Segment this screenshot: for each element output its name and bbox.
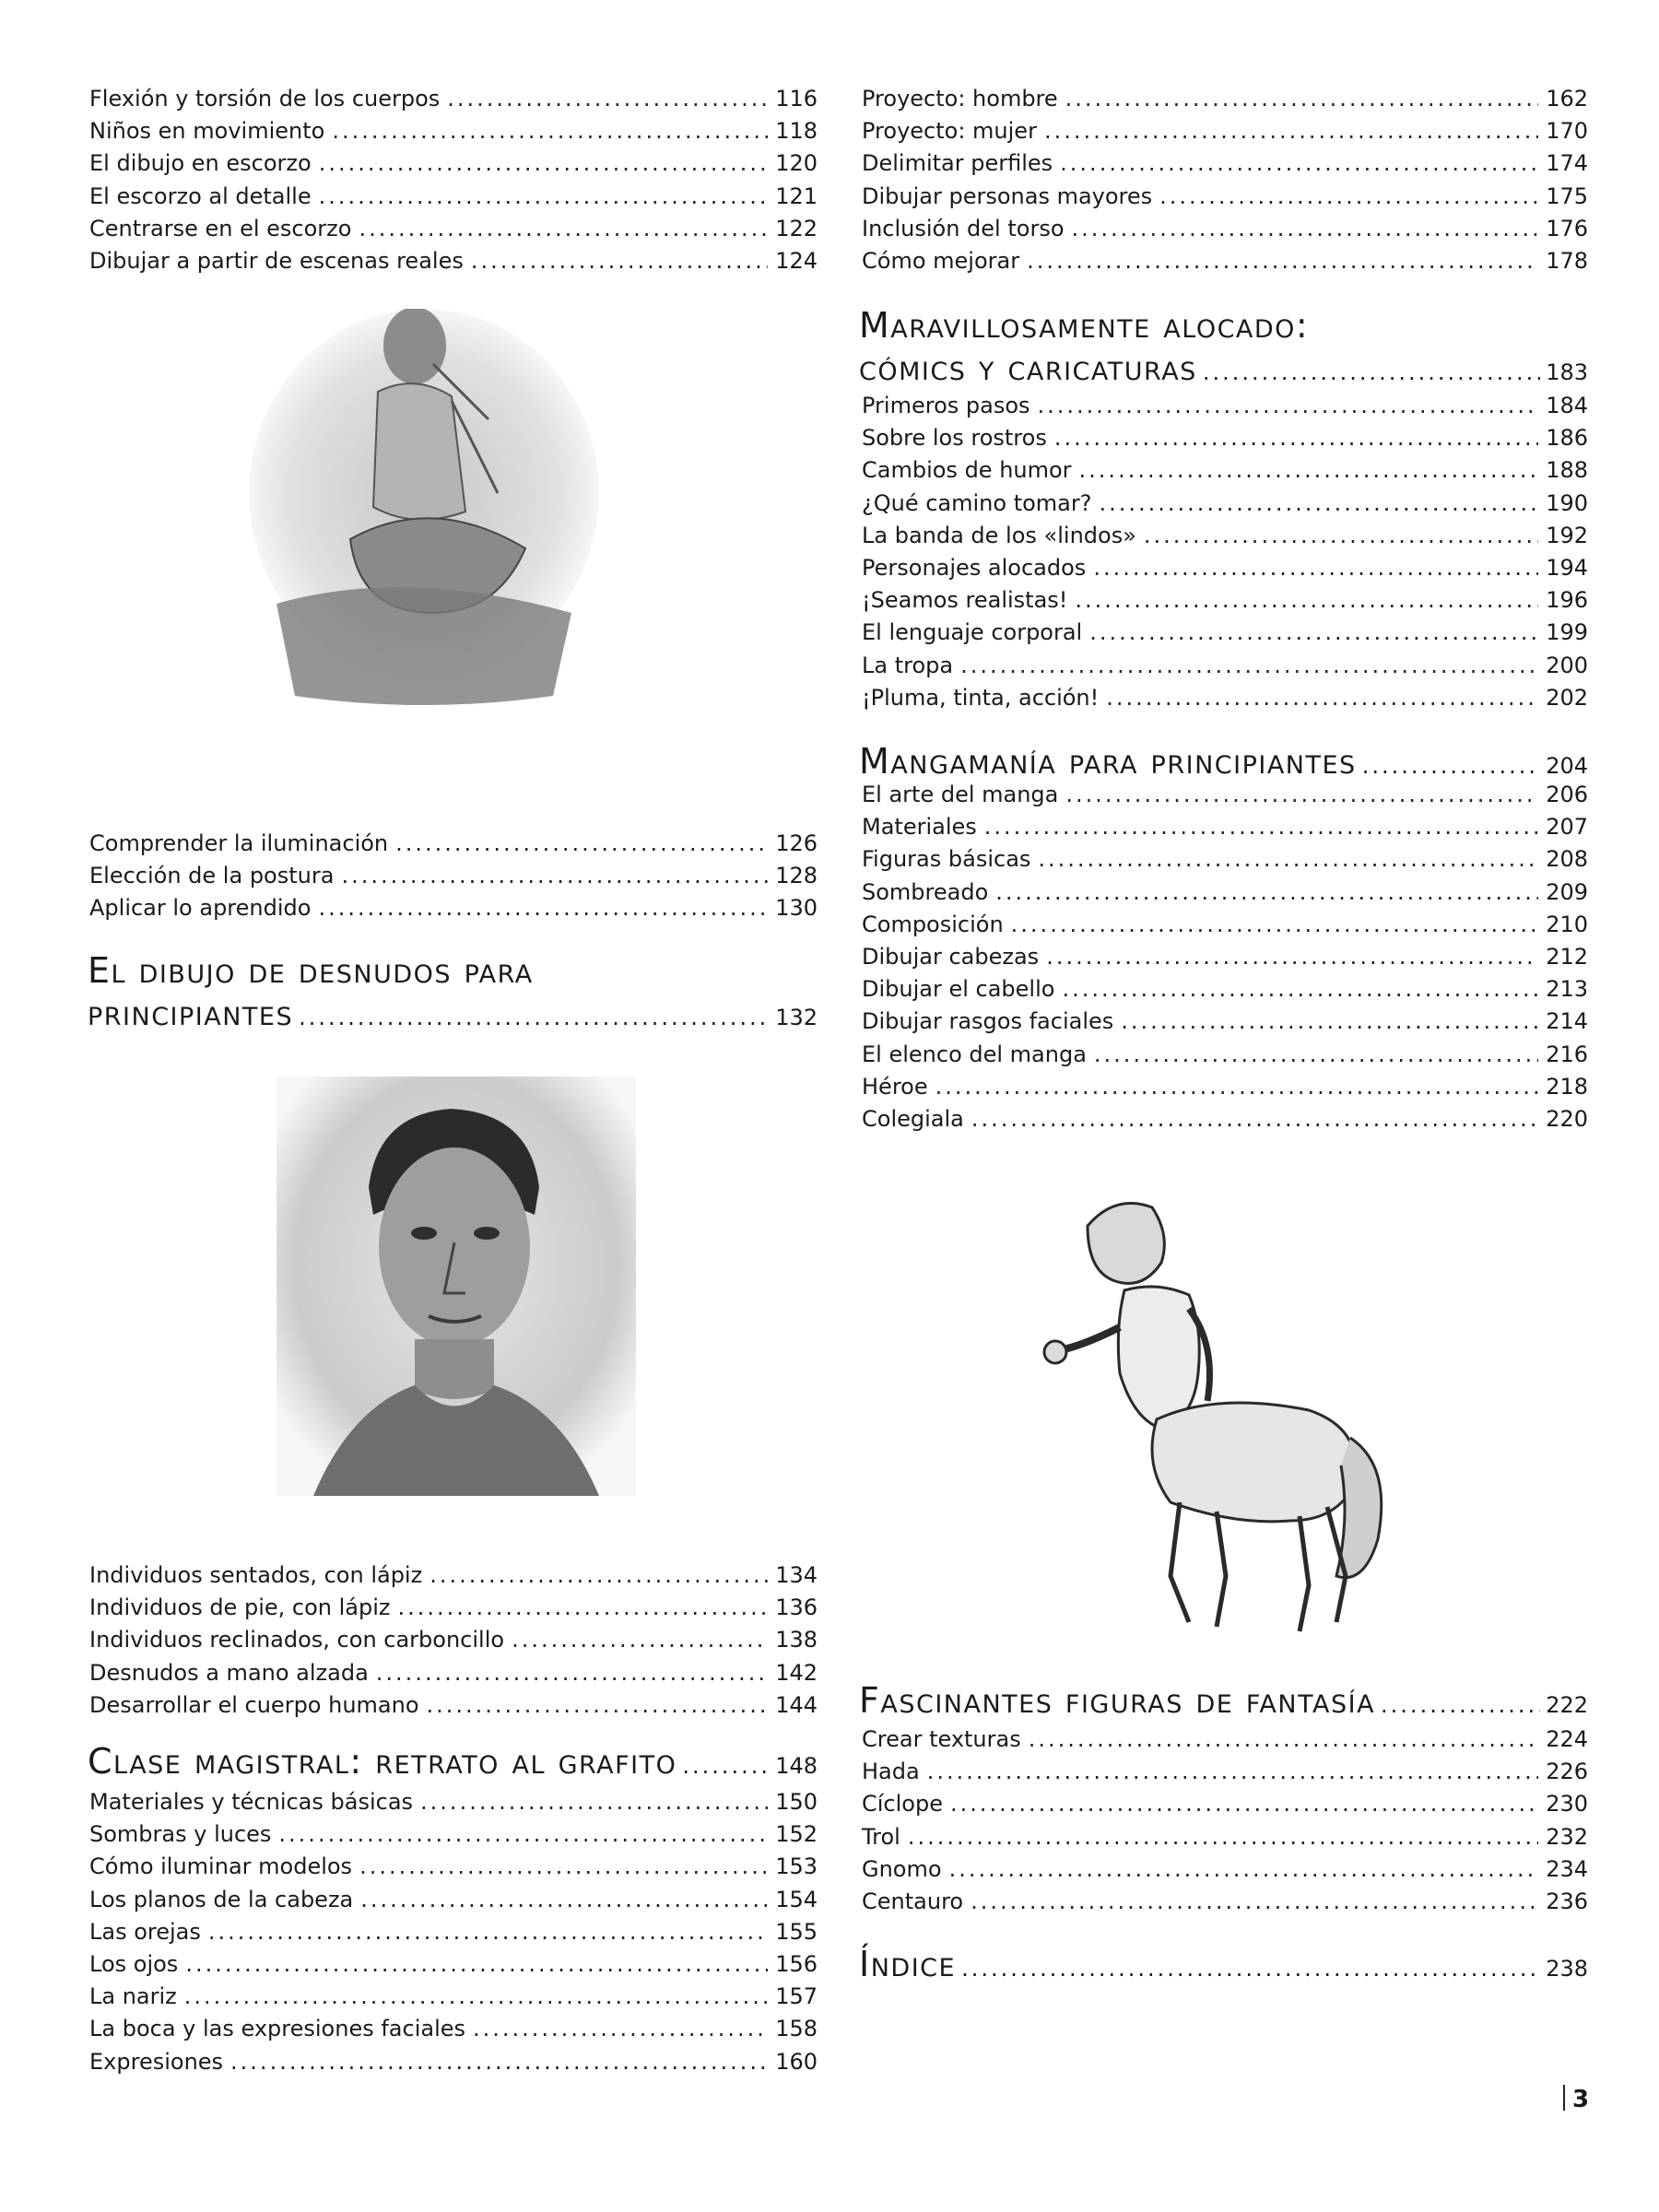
toc-entry[interactable] <box>89 2046 818 2078</box>
page-number: 190 <box>1546 489 1588 516</box>
dot-leader <box>1029 1724 1538 1756</box>
dot-leader <box>278 1818 768 1851</box>
section-heading-title: Clase magistral: retrato al grafito <box>88 1741 677 1782</box>
section-heading-index <box>859 1943 1588 1990</box>
toc-entry-title: Trol <box>862 1823 900 1850</box>
toc-entry-title: Dibujar el cabello <box>862 976 1055 1003</box>
dot-leader <box>961 1947 1540 1990</box>
dot-leader <box>397 1592 768 1624</box>
page-number: 216 <box>1546 1041 1588 1067</box>
page-number: 196 <box>1546 587 1588 614</box>
toc-entry-title: Cómo iluminar modelos <box>89 1853 353 1880</box>
page-number: 130 <box>775 895 818 922</box>
dot-leader <box>927 1756 1538 1788</box>
page-number: 158 <box>775 2016 818 2042</box>
left-group-1 <box>89 83 818 277</box>
dot-leader <box>1100 488 1539 520</box>
toc-entry-title: Sombras y luces <box>89 1821 272 1848</box>
male-portrait-icon <box>276 1077 636 1496</box>
toc-entry[interactable] <box>89 1592 818 1624</box>
dot-leader <box>230 2046 768 2078</box>
page-number: 148 <box>775 1753 818 1779</box>
page-number: 199 <box>1546 619 1588 646</box>
page-number: 234 <box>1546 1855 1588 1882</box>
page-number: 178 <box>1546 247 1588 274</box>
dot-leader <box>1038 843 1538 876</box>
page-number: 232 <box>1546 1823 1588 1850</box>
dot-leader <box>1046 941 1538 973</box>
dot-leader <box>359 1851 768 1883</box>
toc-entry[interactable] <box>862 843 1588 876</box>
toc-entry-title: El arte del manga <box>862 782 1059 807</box>
toc-entry[interactable] <box>862 973 1588 1006</box>
toc-entry-title: Sombreado <box>862 878 989 905</box>
page-number: 184 <box>1546 393 1588 418</box>
toc-entry-title: Los ojos <box>89 1950 179 1977</box>
page-number: 210 <box>1546 911 1588 937</box>
page-number: 154 <box>775 1886 818 1912</box>
toc-entry-title: Hada <box>862 1759 920 1785</box>
page-number: 153 <box>775 1853 818 1880</box>
toc-entry-title: Dibujar personas mayores <box>862 182 1153 209</box>
toc-entry[interactable] <box>862 584 1588 617</box>
page-number: 170 <box>1546 118 1588 145</box>
toc-entry[interactable] <box>89 1657 818 1689</box>
toc-entry[interactable] <box>89 147 818 180</box>
toc-entry-title: Materiales <box>862 814 977 841</box>
dot-leader <box>971 1886 1538 1918</box>
toc-entry-title: Desnudos a mano alzada <box>89 1659 369 1686</box>
page-number: 208 <box>1546 846 1588 873</box>
toc-entry[interactable] <box>862 1821 1588 1853</box>
page-number: 200 <box>1546 652 1588 678</box>
toc-entry[interactable] <box>89 860 818 892</box>
toc-entry-title: La banda de los «lindos» <box>862 522 1136 548</box>
page-number: 209 <box>1546 878 1588 905</box>
toc-entry[interactable] <box>862 552 1588 584</box>
centaur-illustration-icon <box>1032 1189 1401 1650</box>
toc-entry-title: Composición <box>862 911 1004 937</box>
toc-entry[interactable] <box>862 83 1588 115</box>
page-number: 126 <box>775 830 818 856</box>
toc-entry[interactable] <box>862 422 1588 454</box>
dot-leader <box>318 892 768 924</box>
page-number: 160 <box>775 2048 818 2075</box>
page-number: 188 <box>1546 457 1588 484</box>
dot-leader <box>359 213 768 245</box>
right-group-1 <box>862 83 1588 277</box>
toc-entry[interactable] <box>862 1724 1588 1756</box>
dot-leader <box>376 1657 768 1689</box>
section-heading-title: Fascinantes figuras de fantasía <box>859 1680 1376 1721</box>
page-number: 194 <box>1546 554 1588 581</box>
toc-entry-title: Los planos de la cabeza <box>89 1886 354 1912</box>
toc-entry-title: Dibujar a partir de escenas reales <box>89 247 464 274</box>
page-number: 118 <box>775 118 818 145</box>
dot-leader <box>184 1981 768 2013</box>
dot-leader <box>1089 617 1538 649</box>
dot-leader <box>949 1853 1538 1886</box>
section-heading-line1: El dibujo de desnudos para <box>88 950 534 991</box>
toc-entry-title: Dibujar cabezas <box>862 943 1040 970</box>
toc-entry[interactable] <box>89 1948 818 1981</box>
dot-leader <box>427 1689 768 1722</box>
dot-leader <box>1079 454 1538 487</box>
page-number: 175 <box>1546 182 1588 209</box>
page-number: 142 <box>775 1659 818 1686</box>
dot-leader <box>1106 682 1538 714</box>
toc-entry-title: Niños en movimiento <box>89 118 325 145</box>
dot-leader <box>208 1916 768 1948</box>
toc-entry[interactable] <box>862 1788 1588 1820</box>
page-number: 176 <box>1546 215 1588 241</box>
toc-entry[interactable] <box>862 1071 1588 1103</box>
dot-leader <box>319 147 768 180</box>
dot-leader <box>950 1788 1538 1820</box>
toc-entry-title: Dibujar rasgos faciales <box>862 1008 1114 1035</box>
toc-entry[interactable] <box>89 245 818 277</box>
toc-entry-title: Las orejas <box>89 1918 201 1945</box>
page-number: 186 <box>1546 425 1588 452</box>
toc-entry-title: El dibujo en escorzo <box>89 150 312 177</box>
page-folio <box>1563 2085 1589 2113</box>
toc-entry[interactable] <box>862 682 1588 714</box>
left-group-3 <box>89 1559 818 1722</box>
dot-leader <box>1011 909 1538 941</box>
section-heading-comics <box>859 304 1588 394</box>
page-number: 116 <box>775 86 818 112</box>
dot-leader <box>341 860 768 892</box>
page-number: 134 <box>775 1562 818 1588</box>
page-number: 238 <box>1546 1956 1588 1982</box>
toc-entry-title: Inclusión del torso <box>862 215 1065 241</box>
dot-leader <box>1054 422 1538 454</box>
page-number: 152 <box>775 1821 818 1848</box>
page-number: 155 <box>775 1918 818 1945</box>
page-number: 226 <box>1546 1759 1588 1785</box>
section-heading-line2: cómics y caricaturas <box>859 347 1197 388</box>
toc-entry[interactable] <box>862 488 1588 520</box>
toc-entry-title: Héroe <box>862 1073 928 1100</box>
toc-entry-title: La boca y las expresiones faciales <box>89 2016 466 2042</box>
page-number: 212 <box>1546 943 1588 970</box>
dot-leader <box>512 1624 768 1656</box>
dot-leader <box>1144 520 1538 552</box>
page-number: 236 <box>1546 1888 1588 1914</box>
dot-leader <box>1044 115 1538 147</box>
dot-leader <box>360 1884 768 1916</box>
toc-entry[interactable] <box>89 1851 818 1883</box>
toc-entry-title: Gnomo <box>862 1855 942 1882</box>
page-number: 144 <box>775 1691 818 1718</box>
page-number: 220 <box>1546 1105 1588 1132</box>
toc-entry[interactable] <box>862 1886 1588 1918</box>
dot-leader <box>1094 1039 1538 1071</box>
dot-leader <box>185 1948 768 1981</box>
dot-leader <box>1065 83 1538 115</box>
toc-entry-title: Personajes alocados <box>862 554 1087 581</box>
toc-entry-title: Centrarse en el escorzo <box>89 215 352 241</box>
dot-leader <box>1027 245 1538 277</box>
dot-leader <box>935 1071 1538 1103</box>
toc-entry-title: Cíclope <box>862 1791 943 1818</box>
page-number: 207 <box>1546 814 1588 841</box>
toc-entry-title: Individuos sentados, con lápiz <box>89 1562 423 1588</box>
dot-leader <box>420 1786 768 1818</box>
page-number: 224 <box>1546 1726 1588 1752</box>
dot-leader <box>473 2013 768 2045</box>
toc-entry-title: Aplicar lo aprendido <box>89 895 312 922</box>
toc-entry[interactable] <box>862 1756 1588 1788</box>
dot-leader <box>447 83 768 115</box>
page-number: 157 <box>775 1983 818 2010</box>
section-heading-nude <box>88 949 818 1039</box>
dot-leader <box>1062 973 1538 1006</box>
page-number: 222 <box>1546 1692 1588 1718</box>
section-heading-line1: Maravillosamente alocado: <box>859 305 1310 346</box>
toc-entry-title: Materiales y técnicas básicas <box>89 1789 414 1815</box>
toc-entry-title: ¡Seamos realistas! <box>862 587 1068 614</box>
toc-entry-title: Expresiones <box>89 2048 224 2075</box>
toc-entry[interactable] <box>89 213 818 245</box>
toc-entry-title: El escorzo al detalle <box>89 182 312 209</box>
section-heading-line2: principiantes <box>88 993 294 1033</box>
dot-leader <box>1065 779 1538 811</box>
toc-entry-title: Proyecto: mujer <box>862 118 1037 145</box>
toc-entry[interactable] <box>89 1559 818 1592</box>
section-heading-master <box>88 1740 818 1787</box>
dot-leader <box>1093 552 1538 584</box>
dot-leader <box>682 1745 770 1787</box>
dot-leader <box>1060 147 1538 180</box>
dot-leader <box>1038 390 1538 422</box>
toc-entry[interactable] <box>862 877 1588 909</box>
toc-entry-title: Desarrollar el cuerpo humano <box>89 1691 419 1718</box>
page-number: 150 <box>775 1789 818 1815</box>
toc-entry-title: El elenco del manga <box>862 1041 1087 1067</box>
toc-entry[interactable] <box>89 1689 818 1722</box>
toc-entry[interactable] <box>862 941 1588 973</box>
toc-entry[interactable] <box>89 181 818 213</box>
dot-leader <box>319 181 768 213</box>
section-heading-fantasy <box>859 1679 1588 1726</box>
right-group-3 <box>862 779 1588 1135</box>
dot-leader <box>995 877 1538 909</box>
toc-entry-title: Sobre los rostros <box>862 425 1047 452</box>
page-number: 174 <box>1546 150 1588 177</box>
page-number: 202 <box>1546 684 1588 711</box>
toc-entry-title: Individuos reclinados, con carboncillo <box>89 1627 505 1653</box>
toc-entry[interactable] <box>862 147 1588 180</box>
toc-entry[interactable] <box>89 2013 818 2045</box>
right-group-2 <box>862 390 1588 714</box>
folio-separator <box>1563 2085 1565 2111</box>
toc-entry-title: Comprender la iluminación <box>89 830 389 856</box>
dot-leader <box>1075 584 1538 617</box>
toc-entry[interactable] <box>862 1103 1588 1135</box>
toc-entry-title: ¿Qué camino tomar? <box>862 489 1092 516</box>
page-number: 206 <box>1546 782 1588 807</box>
seated-woman-sketch-icon <box>221 309 664 714</box>
toc-entry[interactable] <box>89 83 818 115</box>
toc-entry-title: ¡Pluma, tinta, acción! <box>862 684 1100 711</box>
right-group-4 <box>862 1724 1588 1918</box>
toc-entry[interactable] <box>862 909 1588 941</box>
toc-entry[interactable] <box>89 1624 818 1656</box>
section-heading-title: Mangamanía para principiantes <box>859 741 1357 782</box>
toc-entry[interactable] <box>862 213 1588 245</box>
toc-entry[interactable] <box>862 115 1588 147</box>
page-number: 213 <box>1546 976 1588 1003</box>
page-number: 162 <box>1546 86 1588 112</box>
toc-entry[interactable] <box>89 892 818 924</box>
page-number: 218 <box>1546 1073 1588 1100</box>
folio-number: 3 <box>1572 2086 1590 2113</box>
toc-entry[interactable] <box>862 650 1588 682</box>
dot-leader <box>429 1559 768 1592</box>
left-group-2 <box>89 828 818 925</box>
toc-entry-title: Proyecto: hombre <box>862 86 1058 112</box>
toc-entry-title: La tropa <box>862 652 954 678</box>
toc-entry[interactable] <box>89 1981 818 2013</box>
dot-leader <box>299 996 770 1039</box>
toc-entry[interactable] <box>89 1884 818 1916</box>
toc-entry[interactable] <box>89 828 818 860</box>
dot-leader <box>1121 1006 1538 1038</box>
toc-entry[interactable] <box>89 1916 818 1948</box>
toc-entry-title: Individuos de pie, con lápiz <box>89 1594 391 1621</box>
dot-leader <box>1159 181 1538 213</box>
toc-entry[interactable] <box>862 617 1588 649</box>
page-number: 120 <box>775 150 818 177</box>
toc-entry-title: El lenguaje corporal <box>862 619 1083 646</box>
toc-entry-title: Primeros pasos <box>862 393 1030 418</box>
toc-entry[interactable] <box>862 1006 1588 1038</box>
toc-entry[interactable] <box>862 390 1588 422</box>
toc-entry[interactable] <box>862 1039 1588 1071</box>
toc-entry-title: La nariz <box>89 1983 177 2010</box>
toc-entry-title: Delimitar perfiles <box>862 150 1053 177</box>
dot-leader <box>984 811 1538 843</box>
page-number: 138 <box>775 1627 818 1653</box>
page-number: 230 <box>1546 1791 1588 1818</box>
toc-entry-title: Colegiala <box>862 1105 964 1132</box>
dot-leader <box>1072 213 1538 245</box>
toc-entry[interactable] <box>862 181 1588 213</box>
toc-entry[interactable] <box>89 115 818 147</box>
toc-entry[interactable] <box>862 779 1588 811</box>
dot-leader <box>908 1821 1538 1853</box>
toc-entry-title: Centauro <box>862 1888 964 1914</box>
dot-leader <box>332 115 768 147</box>
toc-entry[interactable] <box>862 245 1588 277</box>
toc-entry-title: Figuras básicas <box>862 846 1031 873</box>
page-number: 204 <box>1546 753 1588 779</box>
page-number: 136 <box>775 1594 818 1621</box>
toc-entry[interactable] <box>862 454 1588 487</box>
page-number: 122 <box>775 215 818 241</box>
toc-entry-title: Cómo mejorar <box>862 247 1020 274</box>
section-heading-title: Índice <box>859 1944 957 1984</box>
toc-entry-title: Elección de la postura <box>89 863 335 889</box>
page-number: 132 <box>775 1005 818 1030</box>
dot-leader <box>471 245 768 277</box>
dot-leader <box>971 1103 1538 1135</box>
toc-entry-title: Crear texturas <box>862 1726 1021 1752</box>
page-number: 121 <box>775 182 818 209</box>
page-number: 214 <box>1546 1008 1588 1035</box>
toc-entry[interactable] <box>862 1853 1588 1886</box>
toc-entry[interactable] <box>89 1818 818 1851</box>
toc-entry-title: Flexión y torsión de los cuerpos <box>89 86 441 112</box>
page-number: 128 <box>775 863 818 889</box>
page-number: 156 <box>775 1950 818 1977</box>
toc-entry[interactable] <box>862 520 1588 552</box>
toc-entry-title: Cambios de humor <box>862 457 1072 484</box>
dot-leader <box>395 828 768 860</box>
page-number: 124 <box>775 247 818 274</box>
dot-leader <box>960 650 1538 682</box>
page-number: 192 <box>1546 522 1588 548</box>
toc-entry[interactable] <box>862 811 1588 843</box>
page-number: 183 <box>1546 359 1588 385</box>
dot-leader <box>1381 1684 1540 1726</box>
dot-leader <box>1203 351 1540 394</box>
left-group-4 <box>89 1786 818 2078</box>
toc-entry[interactable] <box>89 1786 818 1818</box>
